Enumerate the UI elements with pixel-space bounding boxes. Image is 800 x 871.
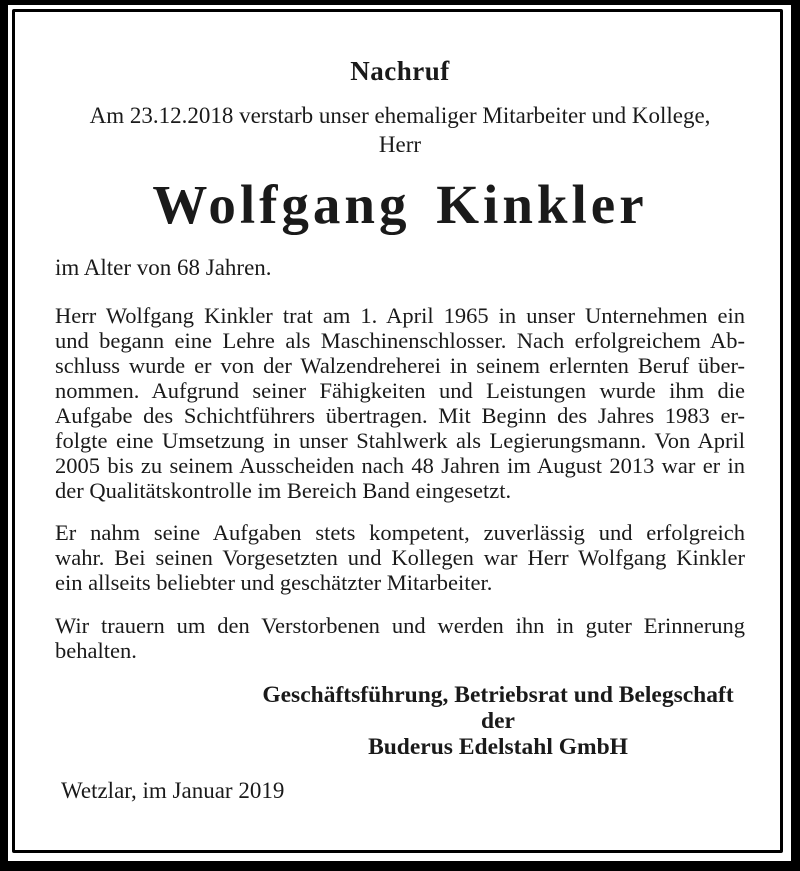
paragraph-line: Herr Wolfgang Kinkler trat am 1. April 1965 in unser Unternehmen ein — [55, 303, 745, 328]
paragraph-line: wahr. Bei seinen Vorgesetzten und Kollegen war Herr Wolfgang Kinkler — [55, 545, 745, 570]
signature-line-groups: Geschäftsführung, Betriebsrat und Belegschaft — [262, 682, 734, 708]
salutation: Herr — [378, 132, 422, 157]
notice-content — [15, 12, 780, 850]
paragraph-line: Aufgabe des Schichtführers übertragen. Mit Beginn des Jahres 1983 er- — [55, 403, 745, 428]
notice-title: Nachruf — [350, 56, 450, 86]
paragraph-line: schluss wurde er von der Walzendreherei in seinem erlernten Beruf über- — [55, 353, 745, 378]
paragraph-line: Wir trauern um den Verstorbenen und werden ihn in guter Erinnerung — [55, 613, 745, 638]
signature-line-company: Buderus Edelstahl GmbH — [368, 734, 628, 760]
paragraph-line: folgte eine Umsetzung in unser Stahlwerk als Legierungsmann. Von April — [55, 428, 745, 453]
mourning-paragraph — [55, 613, 745, 663]
career-paragraph — [55, 303, 745, 503]
paragraph-line: der Qualitätskontrolle im Bereich Band eingesetzt. — [55, 478, 512, 503]
age-line: im Alter von 68 Jahren. — [55, 255, 272, 280]
appreciation-paragraph — [55, 520, 745, 595]
paragraph-line: 2005 bis zu seinem Ausscheiden nach 48 Jahren im August 2013 war er in — [55, 453, 745, 478]
paragraph-line: nommen. Aufgrund seiner Fähigkeiten und Leistungen wurde ihm die — [55, 378, 745, 403]
intro-line: Am 23.12.2018 verstarb unser ehemaliger Mitarbeiter und Kollege, — [89, 103, 711, 128]
deceased-name: Wolfgang Kinkler — [152, 174, 648, 235]
notice-border-frame — [12, 9, 783, 853]
signature-line-der: der — [481, 708, 515, 734]
paragraph-line: und begann eine Lehre als Maschinenschlosser. Nach erfolgreichem Ab- — [55, 328, 745, 353]
paragraph-line: Er nahm seine Aufgaben stets kompetent, zuverlässig und erfolgreich — [55, 520, 745, 545]
intro-block — [55, 101, 745, 159]
paragraph-line: behalten. — [55, 638, 137, 663]
notice-page — [8, 5, 791, 861]
paragraph-line: ein allseits beliebter und geschätzter Mitarbeiter. — [55, 570, 493, 595]
dateline: Wetzlar, im Januar 2019 — [61, 778, 285, 803]
signature-block — [250, 682, 746, 760]
